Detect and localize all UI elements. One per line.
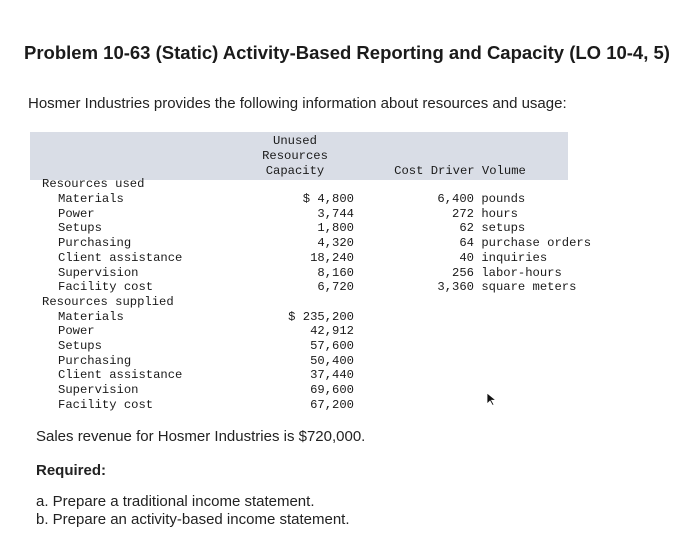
- driver-volume: [378, 236, 592, 251]
- intro-text: Hosmer Industries provides the following information about resources and usage:: [28, 95, 567, 112]
- sales-revenue-text: Sales revenue for Hosmer Industries is $720,000.: [36, 428, 366, 445]
- supplied-row-label: Materials: [58, 309, 124, 324]
- supplied-row-label: Supervision: [58, 383, 139, 398]
- supplied-row-value: 67,200: [310, 397, 354, 412]
- required-heading: Required:: [36, 462, 107, 479]
- requirement-a: a. Prepare a traditional income statement.: [36, 493, 315, 510]
- used-row-value: 18,240: [310, 250, 354, 265]
- driver-number: 40: [459, 250, 474, 265]
- driver-number: 3,360: [437, 280, 474, 295]
- header-unused-capacity: Unused Resources Capacity: [262, 134, 328, 178]
- mouse-pointer-icon: [486, 392, 498, 406]
- driver-unit: inquiries: [481, 250, 548, 265]
- problem-title: Problem 10-63 (Static) Activity-Based Reporting and Capacity (LO 10-4, 5): [24, 42, 670, 63]
- supplied-row-label: Purchasing: [58, 353, 132, 368]
- driver-unit: setups: [481, 221, 526, 236]
- used-row-label: Materials: [58, 192, 124, 206]
- driver-unit: pounds: [481, 192, 526, 206]
- used-row-label: Facility cost: [58, 280, 154, 295]
- driver-volume: [378, 251, 550, 266]
- used-row-label: Setups: [58, 221, 102, 236]
- driver-number: 6,400: [437, 192, 474, 206]
- driver-number: 62: [459, 221, 474, 236]
- used-row-value: 4,320: [317, 236, 354, 251]
- supplied-row-value: 50,400: [310, 353, 354, 368]
- driver-volume: [378, 280, 577, 295]
- driver-unit: labor-hours: [481, 265, 562, 280]
- used-row-value: 8,160: [317, 265, 354, 280]
- supplied-row-label: Facility cost: [58, 397, 154, 412]
- used-row-label: Purchasing: [58, 236, 132, 251]
- driver-unit: purchase orders: [481, 236, 592, 251]
- used-row-value: 3,744: [317, 206, 354, 221]
- driver-volume: [378, 192, 550, 207]
- used-row-label: Supervision: [58, 265, 139, 280]
- supplied-row-value: $ 235,200: [288, 309, 354, 324]
- driver-unit: square meters: [481, 280, 577, 295]
- section-resources-supplied: Resources supplied: [42, 294, 174, 309]
- supplied-row-label: Power: [58, 324, 95, 339]
- section-resources-used: Resources used: [42, 177, 145, 191]
- driver-volume: [378, 221, 550, 236]
- header-cost-driver-volume: Cost Driver Volume: [394, 164, 526, 178]
- used-row-label: Power: [58, 206, 95, 221]
- used-row-value: 1,800: [317, 221, 354, 236]
- driver-number: 256: [452, 265, 474, 280]
- driver-volume: [378, 207, 550, 222]
- used-row-value: 6,720: [317, 280, 354, 295]
- supplied-row-value: 57,600: [310, 339, 354, 353]
- driver-number: 272: [452, 206, 474, 221]
- requirement-b: b. Prepare an activity-based income statement.: [36, 511, 350, 528]
- driver-unit: hours: [481, 206, 518, 221]
- supplied-row-value: 37,440: [310, 368, 354, 383]
- used-row-value: $ 4,800: [302, 192, 354, 206]
- driver-volume: [378, 265, 562, 281]
- supplied-row-value: 42,912: [310, 324, 354, 339]
- supplied-row-label: Setups: [58, 339, 102, 353]
- supplied-row-label: Client assistance: [58, 368, 183, 383]
- supplied-row-value: 69,600: [310, 383, 354, 398]
- driver-number: 64: [459, 236, 474, 251]
- used-row-label: Client assistance: [58, 250, 183, 265]
